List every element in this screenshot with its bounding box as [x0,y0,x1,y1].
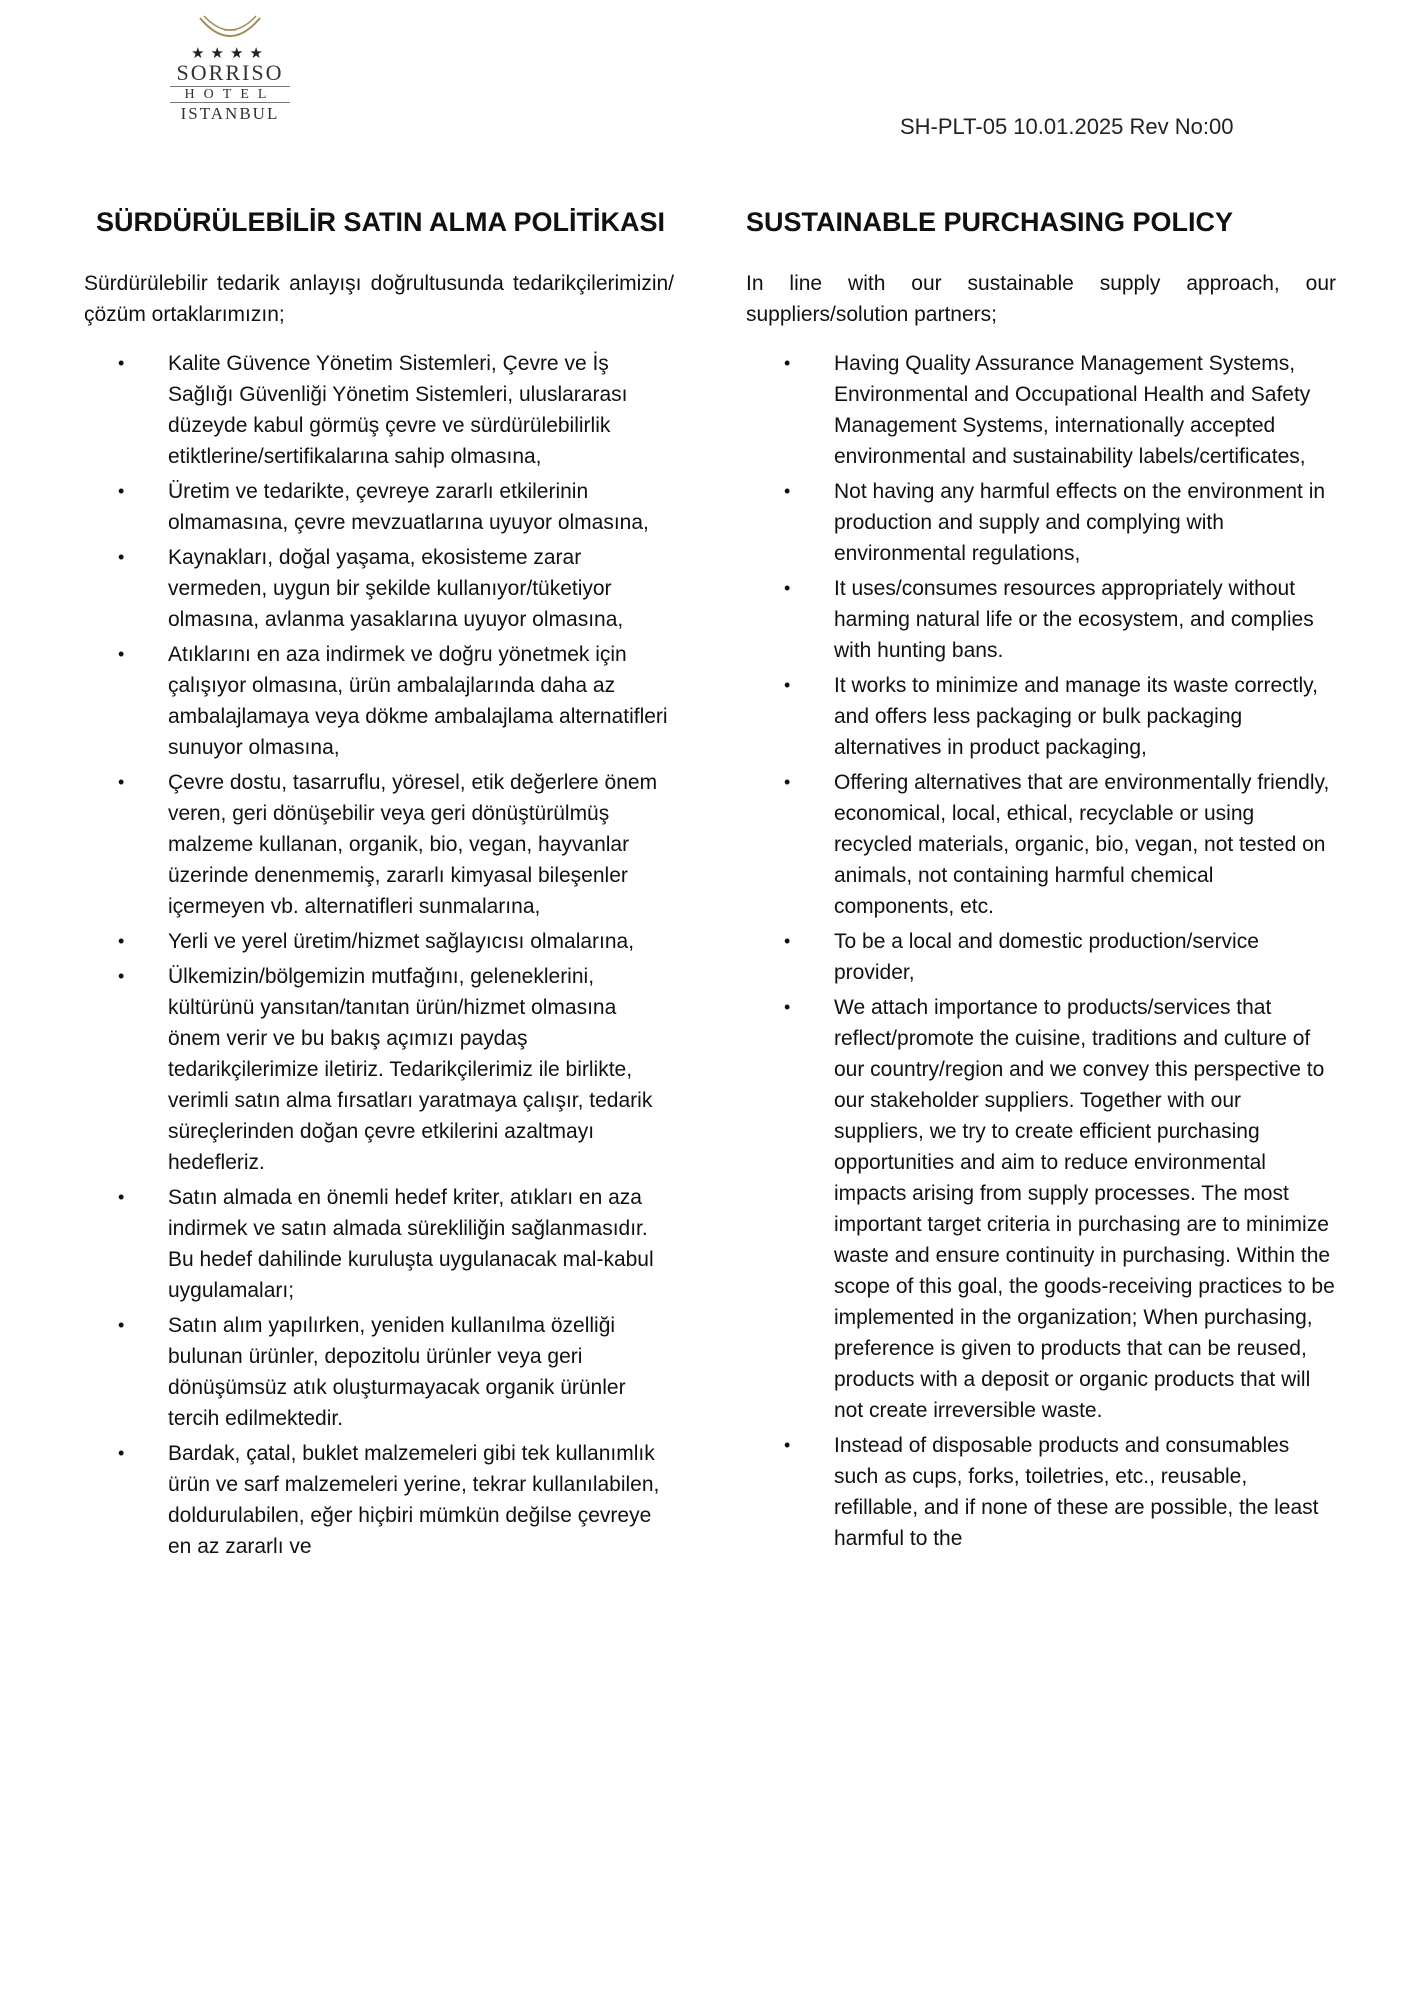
bullet-icon: • [784,578,791,598]
list-item-text: Not having any harmful effects on the environment in production and supply and complying with environmental regulations, [834,480,1326,565]
turkish-title: SÜRDÜRÜLEBİLİR SATIN ALMA POLİTİKASI [96,207,665,237]
list-item-text: We attach importance to products/services that reflect/promote the cuisine, traditions and culture of our country/region and we convey this perspective to our stakeholder suppliers. Together with our suppliers, we try to create efficient purchasing opportunities and aim to reduce environmental impacts arising from supply processes. The most important target criteria in purchasing are to minimize waste and ensure continuity in purchasing. Within the scope of this goal, the goods-receiving practices to be implemented in the organization; When purchasing, preference is given to products that can be reused, products with a deposit or organic products that will not create irreversible waste. [834,996,1335,1422]
list-item [80,926,674,957]
list-item [80,542,674,635]
bullet-icon: • [118,644,125,664]
list-item [80,961,674,1178]
list-item-text: Offering alternatives that are environmentally friendly, economical, local, ethical, recyclable or using recycled materials, organic, bio, vegan, not tested on animals, not containing harmful chemical components, etc. [834,771,1330,918]
bullet-icon: • [118,966,125,986]
list-item-text: Bardak, çatal, buklet malzemeleri gibi tek kullanımlık ürün ve sarf malzemeleri yerine, tekrar kullanılabilen, doldurulabilen, eğer hiçbiri mümkün değilse çevreye en az zararlı ve [168,1442,660,1558]
english-column [746,202,1336,1558]
bullet-icon: • [118,1443,125,1463]
list-item-text: Ülkemizin/bölgemizin mutfağını, geleneklerini, kültürünü yansıtan/tanıtan ürün/hizmet olmasına önem verir ve bu bakış açımızı paydaş tedarikçilerimize iletiriz. Tedarikçilerimiz ile birlikte, verimli satın alma fırsatları yaratmaya çalışır, tedarik süreçlerinden doğan çevre etkilerini azaltmayı hedefleriz. [168,965,653,1174]
bullet-icon: • [118,931,125,951]
logo-name: SORRISO [176,60,284,85]
logo-city: ISTANBUL [180,104,280,123]
bullet-icon: • [784,1435,791,1455]
list-item-text: Kaynakları, doğal yaşama, ekosisteme zarar vermeden, uygun bir şekilde kullanıyor/tüketiyor olmasına, avlanma yasaklarına uyuyor olmasına, [168,546,624,631]
list-item [80,1182,674,1306]
bullet-icon: • [784,353,791,373]
bullet-icon: • [118,353,125,373]
fish-emblem-icon [190,14,270,48]
list-item-text: Satın alım yapılırken, yeniden kullanılma özelliği bulunan ürünler, depozitolu ürünler veya geri dönüşümsüz atık oluşturmayacak organik ürünler tercih edilmektedir. [168,1314,626,1430]
document-reference: SH-PLT-05 10.01.2025 Rev No:00 [900,114,1234,139]
list-item-text: Kalite Güvence Yönetim Sistemleri, Çevre ve İş Sağlığı Güvenliği Yönetim Sistemleri, uluslararası düzeyde kabul görmüş çevre ve sürdürülebilirlik etiktlerine/sertifikalarına sahip olmasına, [168,352,628,468]
bullet-icon: • [118,772,125,792]
list-item [746,926,1336,988]
logo-stars: ★★★★ [191,45,269,62]
bullet-icon: • [784,997,791,1017]
list-item-text: Üretim ve tedarikte, çevreye zararlı etkilerinin olmamasına, çevre mevzuatlarına uyuyor olmasına, [168,480,649,534]
english-list [746,348,1336,1554]
english-intro: In line with our sustainable supply approach, our suppliers/solution partners; [746,272,1336,326]
list-item [746,670,1336,763]
turkish-intro: Sürdürülebilir tedarik anlayışı doğrultusunda tedarikçilerimizin/çözüm ortaklarımızın; [84,272,674,326]
list-item [80,639,674,763]
list-item-text: Having Quality Assurance Management Systems, Environmental and Occupational Health and Safety Management Systems, internationally accepted environmental and sustainability labels/certificates, [834,352,1311,468]
list-item [746,992,1336,1426]
list-item-text: Satın almada en önemli hedef kriter, atıkları en aza indirmek ve satın almada sürekliliğin sağlanmasıdır. Bu hedef dahilinde kuruluşta uygulanacak mal-kabul uygulamaları; [168,1186,654,1302]
list-item-text: Atıklarını en aza indirmek ve doğru yönetmek için çalışıyor olmasına, ürün ambalajlarında daha az ambalajlamaya veya dökme ambalajlama alternatifleri sunuyor olmasına, [168,643,668,759]
list-item [746,573,1336,666]
list-item-text: Çevre dostu, tasarruflu, yöresel, etik değerlere önem veren, geri dönüşebilir veya geri dönüştürülmüş malzeme kullanan, organik, bio, vegan, hayvanlar üzerinde denenmemiş, zararlı kimyasal bileşenler içermeyen vb. alternatifleri sunmalarına, [168,771,658,918]
list-item [80,767,674,922]
bullet-icon: • [118,481,125,501]
list-item [746,348,1336,472]
bullet-icon: • [784,675,791,695]
bullet-icon: • [784,772,791,792]
list-item [80,348,674,472]
list-item [746,767,1336,922]
english-title: SUSTAINABLE PURCHASING POLICY [746,207,1234,237]
list-item-text: To be a local and domestic production/service provider, [834,930,1259,984]
turkish-list [84,348,674,1562]
bullet-icon: • [784,481,791,501]
list-item-text: Instead of disposable products and consumables such as cups, forks, toiletries, etc., reusable, refillable, and if none of these are possible, the least harmful to the [834,1434,1319,1550]
list-item [80,476,674,538]
list-item-text: It uses/consumes resources appropriately without harming natural life or the ecosystem, and complies with hunting bans. [834,577,1314,662]
bullet-icon: • [118,1187,125,1207]
logo-sub: HOTEL [170,86,290,103]
bullet-icon: • [784,931,791,951]
hotel-logo [160,14,300,134]
list-item [80,1310,674,1434]
list-item-text: It works to minimize and manage its waste correctly, and offers less packaging or bulk packaging alternatives in product packaging, [834,674,1318,759]
list-item-text: Yerli ve yerel üretim/hizmet sağlayıcısı olmalarına, [168,930,635,953]
list-item [80,1438,674,1562]
bullet-icon: • [118,547,125,567]
turkish-column [84,202,674,1566]
list-item [746,1430,1336,1554]
list-item [746,476,1336,569]
bullet-icon: • [118,1315,125,1335]
